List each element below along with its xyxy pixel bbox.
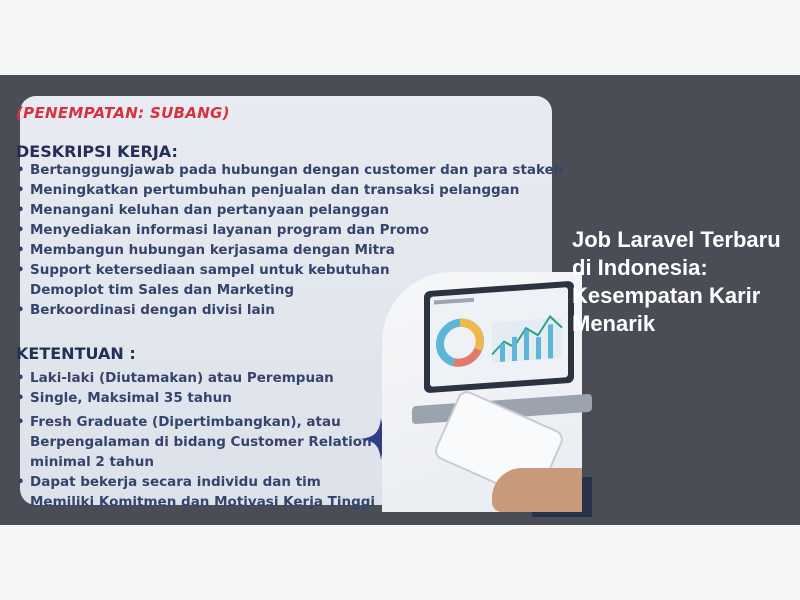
list-item: • Menangani keluhan dan pertanyaan pelanggan: [16, 202, 389, 218]
list-item: • Single, Maksimal 35 tahun: [16, 390, 232, 406]
list-item: • Bertanggungjawab pada hubungan dengan customer dan para stakeh: [16, 162, 564, 178]
list-item: • Fresh Graduate (Dipertimbangkan), atau: [16, 414, 341, 430]
placement-label: (PENEMPATAN: SUBANG): [16, 104, 230, 122]
list-item: • Berkoordinasi dengan divisi lain: [16, 302, 275, 318]
list-item: Demoplot tim Sales dan Marketing: [30, 282, 295, 298]
list-item: • Laki-laki (Diutamakan) atau Perempuan: [16, 370, 334, 386]
article-title[interactable]: Job Laravel Terbaru di Indonesia: Kesempatan Karir Menarik: [572, 227, 781, 336]
hand: [492, 468, 582, 512]
article-thumbnail[interactable]: [16, 96, 564, 510]
list-item: Berpengalaman di bidang Customer Relation: [30, 434, 372, 450]
list-item: minimal 2 tahun: [30, 454, 154, 470]
requirements-list: [16, 368, 375, 512]
list-item: • Dapat bekerja secara individu dan tim: [16, 474, 321, 490]
list-item: • Support ketersediaan sampel untuk kebutuhan: [16, 262, 390, 278]
list-item: Memiliki Komitmen dan Motivasi Kerja Tinggi: [30, 494, 376, 510]
list-item: • Meningkatkan pertumbuhan penjualan dan transaksi pelanggan: [16, 182, 520, 198]
laptop-screen: [424, 281, 574, 393]
laptop-photo: [382, 272, 582, 512]
list-item: • Menyediakan informasi layanan program dan Promo: [16, 222, 429, 238]
list-item: • Membangun hubungan kerjasama dengan Mitra: [16, 242, 395, 258]
requirements-heading: KETENTUAN :: [16, 344, 136, 363]
job-description-heading: DESKRIPSI KERJA:: [16, 142, 178, 161]
dashboard-chart-icon: [430, 287, 568, 387]
